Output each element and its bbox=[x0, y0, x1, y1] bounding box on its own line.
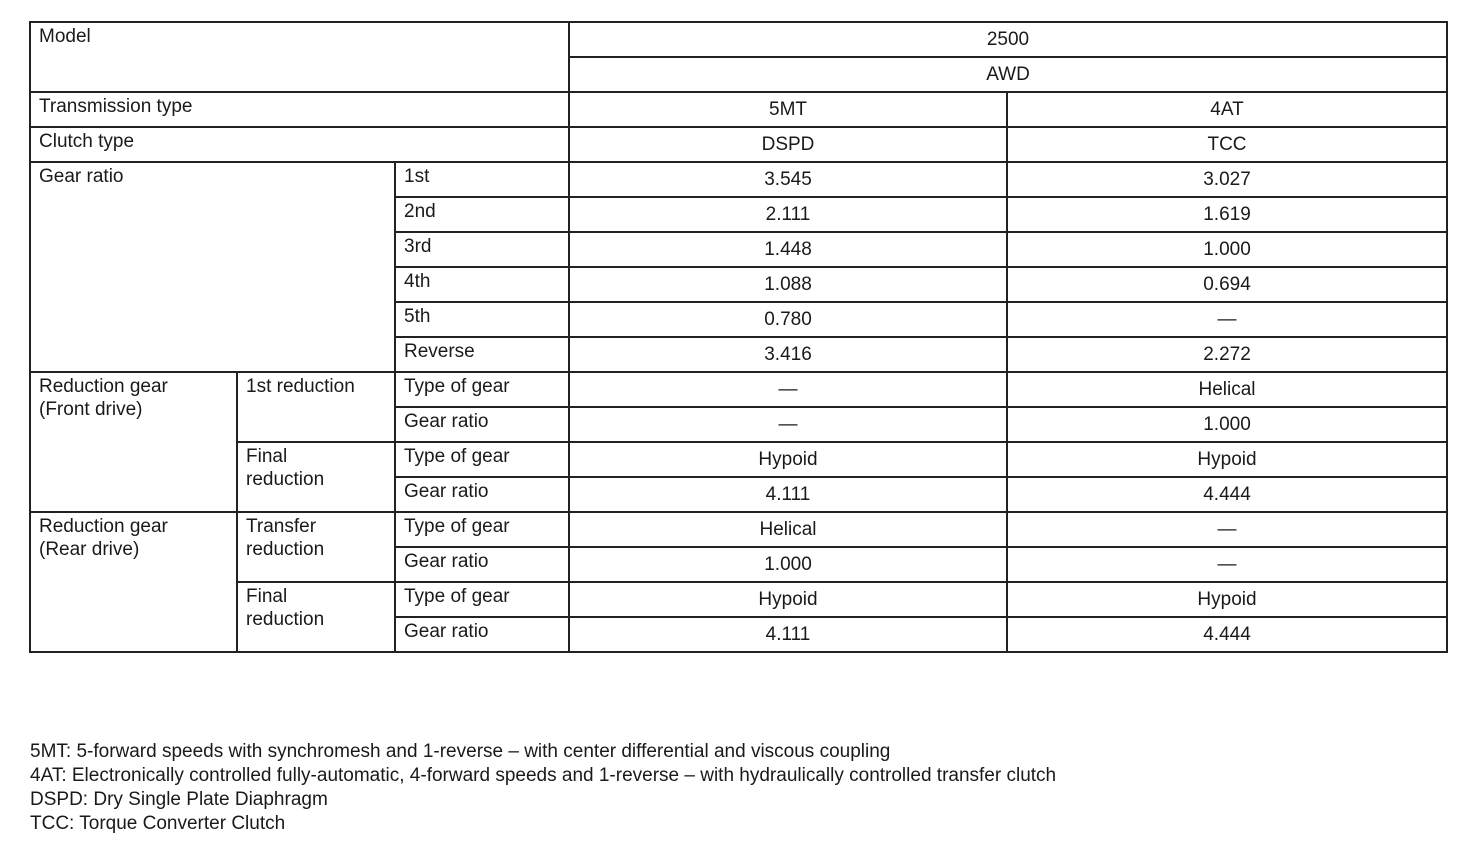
front-final-ratio-at: 4.444 bbox=[1007, 477, 1447, 512]
footnote-tcc: TCC: Torque Converter Clutch bbox=[30, 813, 286, 834]
gear-ratio-mt: 1.448 bbox=[569, 232, 1007, 267]
rear-final-ratio-mt: 4.111 bbox=[569, 617, 1007, 652]
table-row bbox=[30, 442, 1447, 477]
gear-name: 5th bbox=[395, 302, 569, 337]
rear-final-reduction-label: Final reduction bbox=[237, 582, 395, 652]
gear-ratio-at: 1.619 bbox=[1007, 197, 1447, 232]
footnote-dspd: DSPD: Dry Single Plate Diaphragm bbox=[30, 789, 328, 810]
footnote-5mt: 5MT: 5-forward speeds with synchromesh and 1-reverse – with center differential and viscous coupling bbox=[30, 741, 891, 762]
gear-ratio-mt: 3.545 bbox=[569, 162, 1007, 197]
front-first-ratio-at: 1.000 bbox=[1007, 407, 1447, 442]
gear-ratio-row-label: Gear ratio bbox=[395, 547, 569, 582]
gear-ratio-row-label: Gear ratio bbox=[395, 617, 569, 652]
rear-transfer-ratio-at: — bbox=[1007, 547, 1447, 582]
type-of-gear-label: Type of gear bbox=[395, 442, 569, 477]
table-row bbox=[30, 92, 1447, 127]
gear-ratio-at: — bbox=[1007, 302, 1447, 337]
gear-name: 4th bbox=[395, 267, 569, 302]
front-final-ratio-mt: 4.111 bbox=[569, 477, 1007, 512]
gear-ratio-at: 3.027 bbox=[1007, 162, 1447, 197]
table-row bbox=[30, 512, 1447, 547]
gear-ratio-mt: 1.088 bbox=[569, 267, 1007, 302]
rear-final-type-mt: Hypoid bbox=[569, 582, 1007, 617]
type-of-gear-label: Type of gear bbox=[395, 512, 569, 547]
table-row bbox=[30, 582, 1447, 617]
gear-ratio-mt: 3.416 bbox=[569, 337, 1007, 372]
front-drive-label: Reduction gear (Front drive) bbox=[30, 372, 237, 512]
transmission-mt: 5MT bbox=[569, 92, 1007, 127]
gear-ratio-mt: 0.780 bbox=[569, 302, 1007, 337]
rear-transfer-ratio-mt: 1.000 bbox=[569, 547, 1007, 582]
gear-ratio-label: Gear ratio bbox=[30, 162, 395, 372]
gear-ratio-at: 2.272 bbox=[1007, 337, 1447, 372]
rear-final-ratio-at: 4.444 bbox=[1007, 617, 1447, 652]
clutch-mt: DSPD bbox=[569, 127, 1007, 162]
clutch-at: TCC bbox=[1007, 127, 1447, 162]
model-value: 2500 bbox=[569, 22, 1447, 57]
table-row bbox=[30, 22, 1447, 57]
rear-drive-label: Reduction gear (Rear drive) bbox=[30, 512, 237, 652]
gear-ratio-mt: 2.111 bbox=[569, 197, 1007, 232]
footnotes bbox=[30, 740, 1056, 836]
front-final-reduction-label: Final reduction bbox=[237, 442, 395, 512]
gear-name: 3rd bbox=[395, 232, 569, 267]
front-final-type-mt: Hypoid bbox=[569, 442, 1007, 477]
gear-name: Reverse bbox=[395, 337, 569, 372]
table-row bbox=[30, 372, 1447, 407]
rear-final-type-at: Hypoid bbox=[1007, 582, 1447, 617]
model-label: Model bbox=[30, 22, 569, 92]
table-row bbox=[30, 127, 1447, 162]
front-first-reduction-label: 1st reduction bbox=[237, 372, 395, 442]
front-first-type-at: Helical bbox=[1007, 372, 1447, 407]
gear-name: 1st bbox=[395, 162, 569, 197]
transmission-type-label: Transmission type bbox=[30, 92, 569, 127]
type-of-gear-label: Type of gear bbox=[395, 582, 569, 617]
gear-ratio-at: 1.000 bbox=[1007, 232, 1447, 267]
drive-value: AWD bbox=[569, 57, 1447, 92]
front-final-type-at: Hypoid bbox=[1007, 442, 1447, 477]
gear-ratio-row-label: Gear ratio bbox=[395, 477, 569, 512]
type-of-gear-label: Type of gear bbox=[395, 372, 569, 407]
rear-transfer-reduction-label: Transfer reduction bbox=[237, 512, 395, 582]
transmission-at: 4AT bbox=[1007, 92, 1447, 127]
gear-ratio-at: 0.694 bbox=[1007, 267, 1447, 302]
front-first-type-mt: — bbox=[569, 372, 1007, 407]
footnote-4at: 4AT: Electronically controlled fully-automatic, 4-forward speeds and 1-reverse – with hydraulically controlled transfer clutch bbox=[30, 765, 1057, 786]
clutch-type-label: Clutch type bbox=[30, 127, 569, 162]
front-first-ratio-mt: — bbox=[569, 407, 1007, 442]
rear-transfer-type-at: — bbox=[1007, 512, 1447, 547]
gear-name: 2nd bbox=[395, 197, 569, 232]
table-row bbox=[30, 162, 1447, 197]
gear-ratio-row-label: Gear ratio bbox=[395, 407, 569, 442]
rear-transfer-type-mt: Helical bbox=[569, 512, 1007, 547]
specifications-table bbox=[29, 21, 1448, 653]
